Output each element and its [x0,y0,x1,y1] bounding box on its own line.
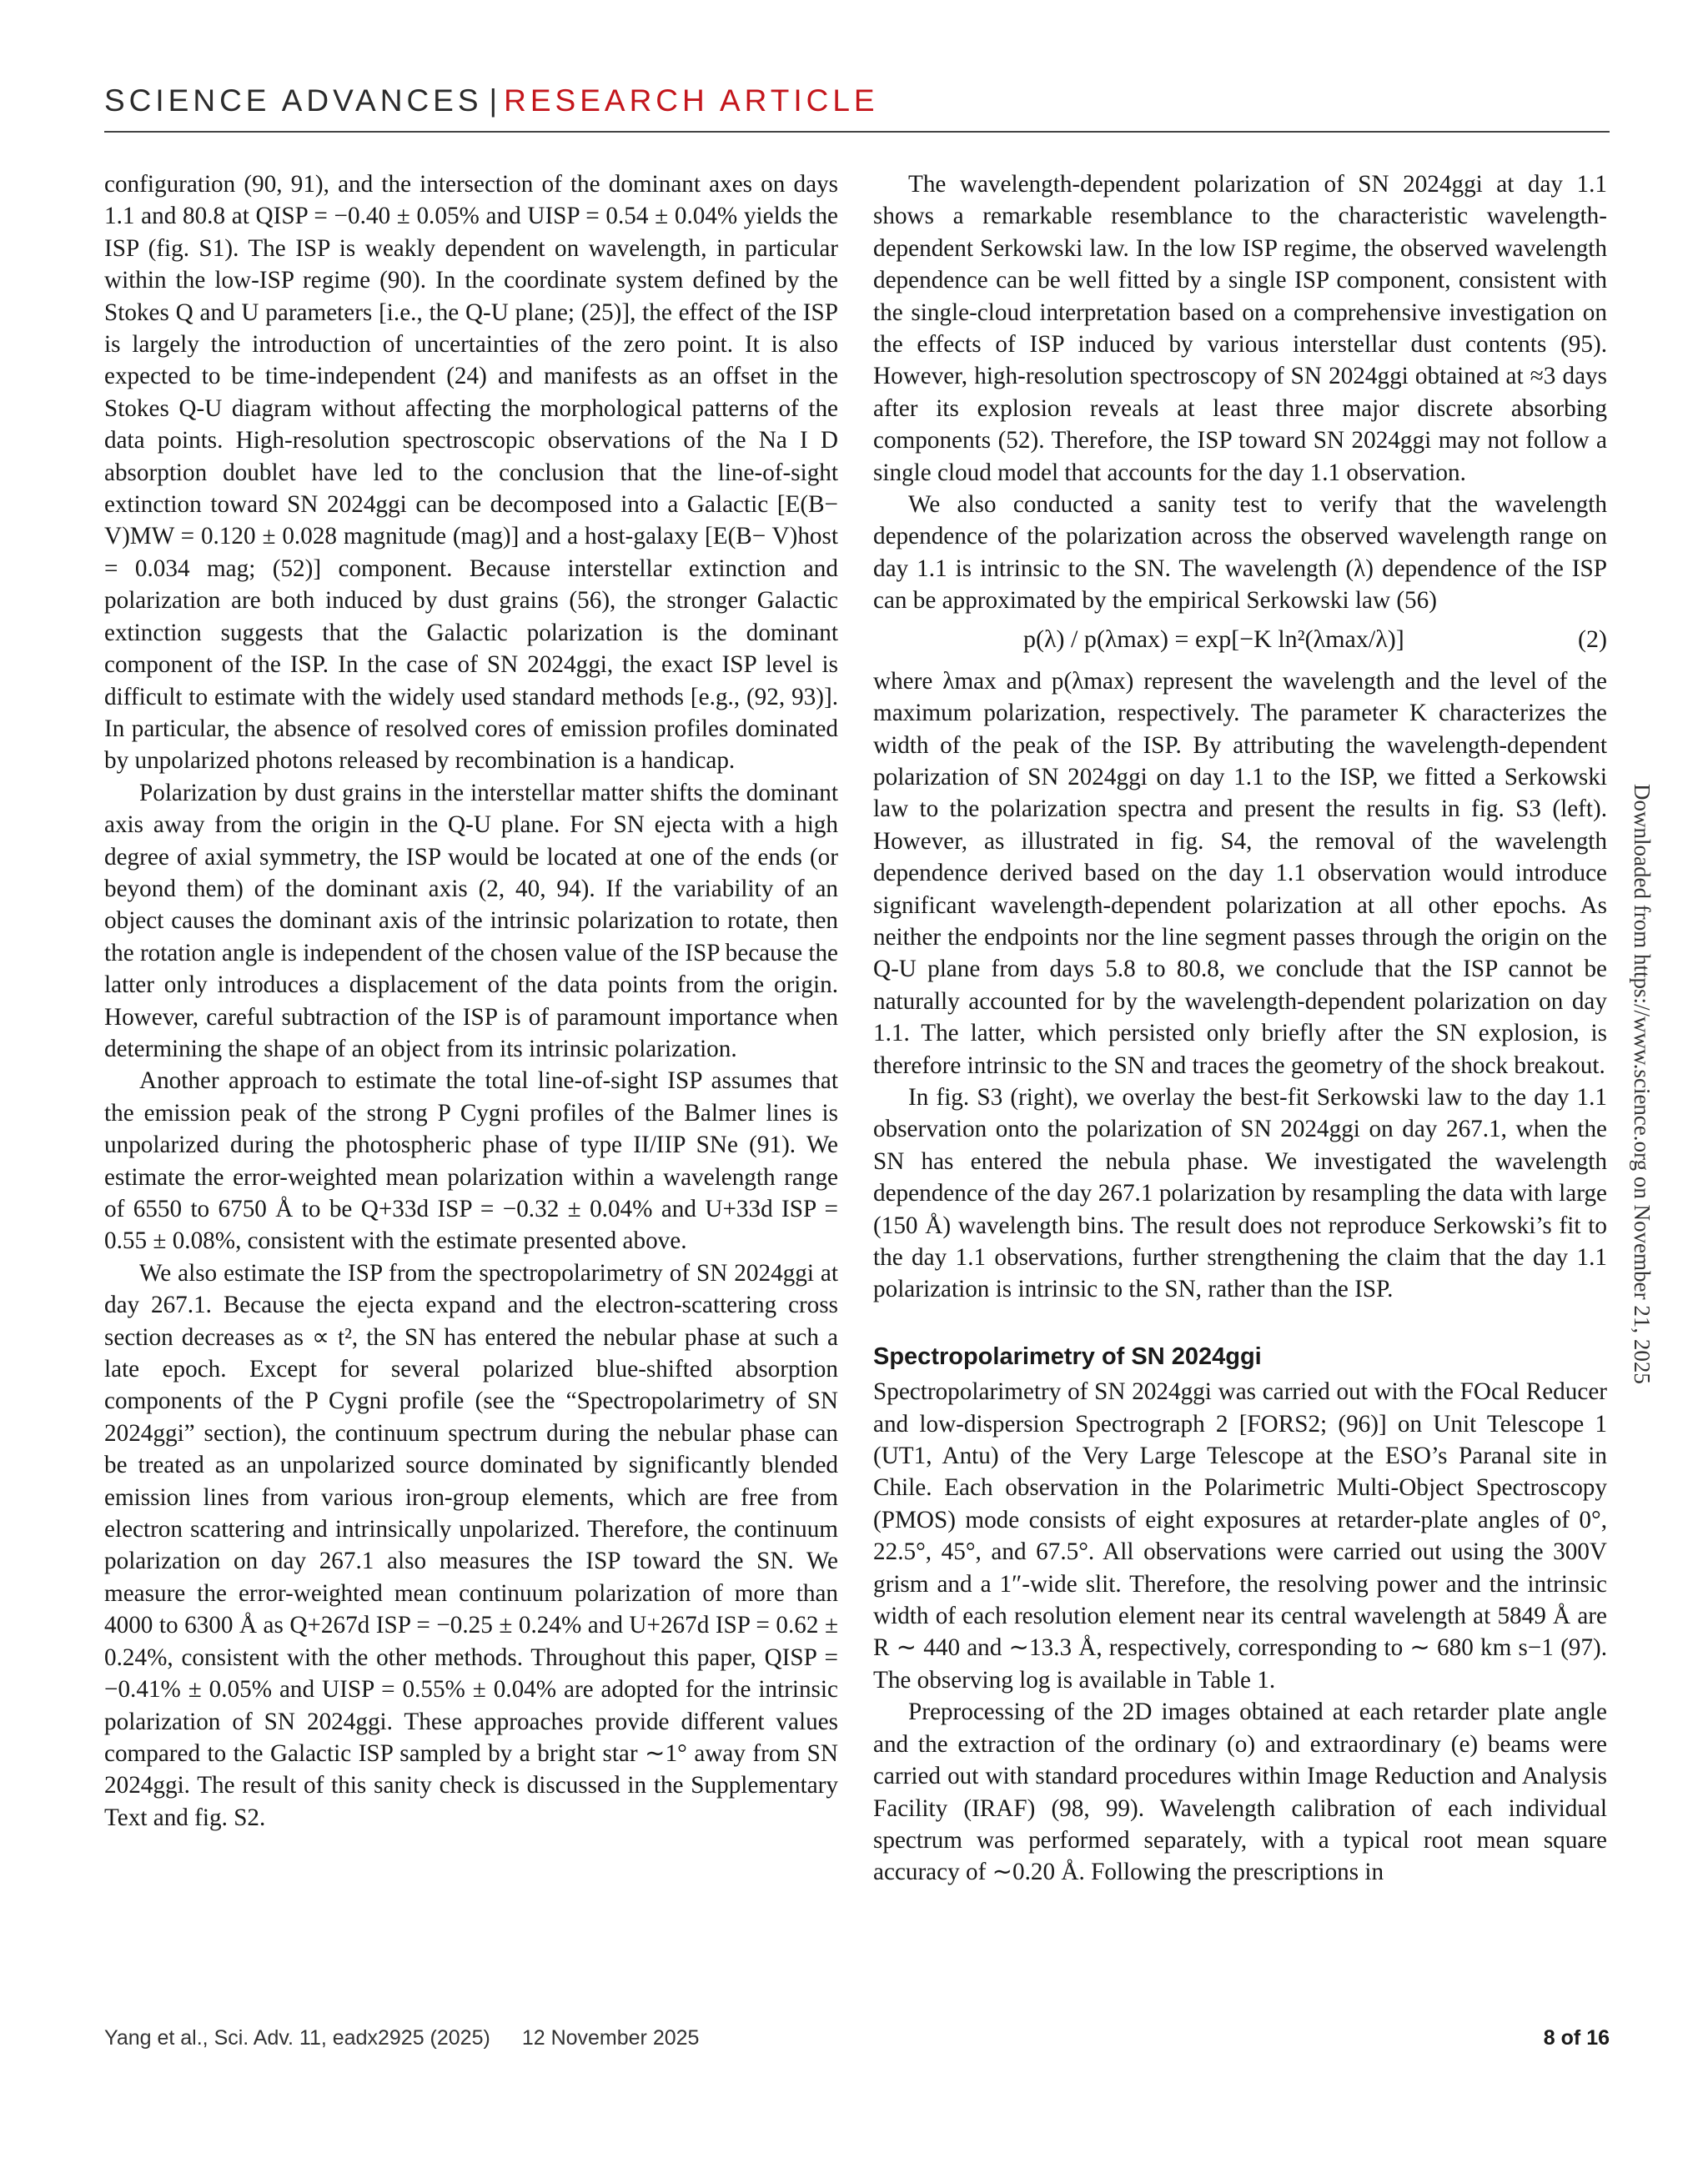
paragraph: In fig. S3 (right), we overlay the best-fit Serkowski law to the day 1.1 observation onto the polarization of SN 2024ggi on day 267.1, when the SN has entered the nebula phase. We investigated the wavelength dependence of the day 267.1 polarization by resampling the data with large (150 Å) wavelength bins. The result does not reproduce Serkowski’s fit to the day 1.1 observations, further strengthening the claim that the day 1.1 polarization is intrinsic to the SN, rather than the ISP. [873,1083,1607,1303]
paragraph: We also conducted a sanity test to verify that the wavelength dependence of the polarization across the observed wavelength range on day 1.1 is intrinsic to the SN. The wavelength (λ) dependence of the ISP can be approximated by the empirical Serkowski law (56) [873,491,1607,615]
article-type: RESEARCH ARTICLE [504,83,879,118]
paragraph: We also estimate the ISP from the spectropolarimetry of SN 2024ggi at day 267.1. Because the ejecta expand and the electron-scattering cross section decreases as ∝ t², the SN has entered the nebular phase at such a late epoch. Except for several polarized blue-shifted absorption components of the P Cygni profile (see the “Spectropolarimetry of SN 2024ggi” section), the continuum spectrum during the nebular phase can be treated as an unpolarized source dominated by significantly blended emission lines from various iron-group elements, which are free from electron scattering and intrinsically unpolarized. Therefore, the continuum polarization on day 267.1 also measures the ISP toward the SN. We measure the error-weighted mean continuum polarization of more than 4000 to 6300 Å as Q+267d ISP = −0.25 ± 0.24% and U+267d ISP = 0.62 ± 0.24%, consistent with the other methods. Throughout this paper, QISP = −0.41% ± 0.05% and UISP = 0.55% ± 0.04% are adopted for the intrinsic polarization of SN 2024ggi. These approaches provide different values compared to the Galactic ISP sampled by a bright star ∼1° away from SN 2024ggi. The result of this sanity check is discussed in the Supplementary Text and fig. S2. [104,1259,838,1831]
journal-name: SCIENCE ADVANCES [104,83,483,118]
equation-expression: p(λ) / p(λmax) = exp[−K ln²(λmax/λ)] [1023,625,1404,653]
paragraph: configuration (90, 91), and the intersection of the dominant axes on days 1.1 and 80.8 at QISP = −0.40 ± 0.05% and UISP = 0.54 ± 0.04% yields the ISP (fig. S1). The ISP is weakly dependent on wavelength, in particular within the low-ISP regime (90). In the coordinate system defined by the Stokes Q and U parameters [i.e., the Q-U plane; (25)], the effect of the ISP is largely the introduction of uncertainties of the zero point. It is also expected to be time-independent (24) and manifests as an offset in the Stokes Q-U diagram without affecting the morphological patterns of the data points. High-resolution spectroscopic observations of the Na I D absorption doublet have led to the conclusion that the line-of-sight extinction toward SN 2024ggi can be decomposed into a Galactic [E(B− V)MW = 0.120 ± 0.028 magnitude (mag)] and a host-galaxy [E(B− V)host = 0.034 mag; (52)] component. Because interstellar extinction and polarization are both induced by dust grains (56), the stronger Galactic extinction suggests that the Galactic polarization is the dominant component of the ISP. In the case of SN 2024ggi, the exact ISP level is difficult to estimate with the widely used standard methods [e.g., (92, 93)]. In particular, the absence of resolved cores of emission profiles dominated by unpolarized photons released by recombination is a handicap. [104,171,838,775]
paragraph: Another approach to estimate the total line-of-sight ISP assumes that the emission peak of the strong P Cygni profiles of the Balmer lines is unpolarized during the photospheric phase of type II/IIP SNe (91). We estimate the error-weighted mean polarization within a wavelength range of 6550 to 6750 Å to be Q+33d ISP = −0.32 ± 0.04% and U+33d ISP = 0.55 ± 0.08%, consistent with the estimate presented above. [104,1067,838,1255]
right-column [873,168,1607,1889]
paragraph: where λmax and p(λmax) represent the wavelength and the level of the maximum polarization, respectively. The parameter K characterizes the width of the peak of the ISP. By attributing the wavelength-dependent polarization of SN 2024ggi on day 1.1 to the ISP, we fitted a Serkowski law to the polarization spectra and present the results in fig. S3 (left). However, as illustrated in fig. S4, the removal of the wavelength dependence derived based on the day 1.1 observation would introduce significant wavelength-dependent polarization at all other epochs. As neither the endpoints nor the line segment passes through the origin on the Q-U plane from days 5.8 to 80.8, we conclude that the ISP cannot be naturally accounted for by the wavelength-dependent polarization on day 1.1. The latter, which persisted only briefly after the SN explosion, is therefore intrinsic to the SN and traces the geometry of the shock breakout. [873,667,1607,1079]
page-number: 8 of 16 [1543,2026,1610,2050]
running-header [104,83,1610,118]
equation-serkowski [873,624,1607,660]
paragraph: Polarization by dust grains in the interstellar matter shifts the dominant axis away from the origin in the Q-U plane. For SN ejecta with a high degree of axial symmetry, the ISP would be located at one of the ends (or beyond them) of the dominant axis (2, 40, 94). If the variability of an object causes the dominant axis of the intrinsic polarization to rotate, then the rotation angle is independent of the chosen value of the ISP because the latter only introduces a displacement of the data points from the origin. However, careful subtraction of the ISP is of paramount importance when determining the shape of an object from its intrinsic polarization. [104,779,838,1062]
left-column [104,168,838,1834]
paragraph: The wavelength-dependent polarization of SN 2024ggi at day 1.1 shows a remarkable resemblance to the characteristic wavelength-dependent Serkowski law. In the low ISP regime, the observed wavelength dependence can be well fitted by a single ISP component, consistent with the single-cloud interpretation based on a comprehensive investigation on the effects of ISP induced by various interstellar dust contents (95). However, high-resolution spectroscopy of SN 2024ggi obtained at ≈3 days after its explosion reveals at least three major discrete absorbing components (52). Therefore, the ISP toward SN 2024ggi may not follow a single cloud model that accounts for the day 1.1 observation. [873,171,1607,486]
equation-number: (2) [1578,625,1607,653]
section-heading: Spectropolarimetry of SN 2024ggi [873,1342,1262,1370]
paragraph: Preprocessing of the 2D images obtained at each retarder plate angle and the extraction of the ordinary (o) and extraordinary (e) beams were carried out with standard procedures within Image Reduction and Analysis Facility (IRAF) (98, 99). Wavelength calibration of each individual spectrum was performed separately, with a typical root mean square accuracy of ∼0.20 Å. Following the prescriptions in [873,1699,1607,1886]
header-rule [104,131,1610,133]
citation-text: Yang et al., Sci. Adv. 11, eadx2925 (2025) [104,2026,490,2050]
publication-date: 12 November 2025 [521,2026,700,2050]
paragraph: Spectropolarimetry of SN 2024ggi was carried out with the FOcal Reducer and low-dispersion Spectrograph 2 [FORS2; (96)] on Unit Telescope 1 (UT1, Antu) of the Very Large Telescope at the ESO’s Paranal site in Chile. Each observation in the Polarimetric Multi-Object Spectroscopy (PMOS) mode consists of eight exposures at retarder-plate angles of 0°, 22.5°, 45°, and 67.5°. All observations were carried out using the 300V grism and a 1″-wide slit. Therefore, the resolving power and the intrinsic width of each resolution element near its central wavelength at 5849 Å are R ∼ 440 and ∼13.3 Å, respectively, corresponding to ∼ 680 km s−1 (97). The observing log is available in Table 1. [873,1378,1607,1694]
download-note: Downloaded from https://www.science.org on November 21, 2025 [1630,784,1655,1384]
download-sidebar [1626,784,1660,1418]
footer-citation [104,2026,699,2050]
header-separator: | [489,83,498,118]
